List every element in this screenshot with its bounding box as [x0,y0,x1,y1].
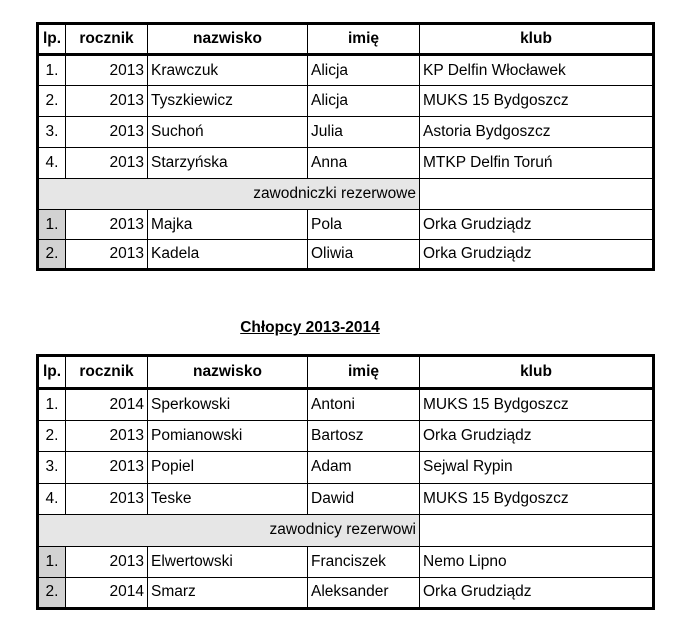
table-row [38,452,654,484]
table-row [38,240,654,270]
header-name: imię [308,24,420,55]
cell-name: Alicja [308,55,420,86]
header-lp: lp. [38,24,66,55]
cell-surname: Krawczuk [148,55,308,86]
cell-surname: Pomianowski [148,420,308,452]
cell-name: Adam [308,452,420,484]
cell-club: Sejwal Rypin [420,452,654,484]
cell-year: 2013 [66,240,148,270]
cell-club: Orka Grudziądz [420,240,654,270]
header-year: rocznik [66,24,148,55]
cell-lp: 2. [38,577,66,608]
header-surname: nazwisko [148,356,308,389]
reserve-header-row [38,179,654,210]
header-lp: lp. [38,356,66,389]
cell-surname: Starzyńska [148,148,308,179]
cell-name: Alicja [308,86,420,117]
cell-club: MUKS 15 Bydgoszcz [420,389,654,421]
header-name: imię [308,356,420,389]
cell-name: Dawid [308,483,420,515]
header-club: klub [420,356,654,389]
table-row [38,577,654,608]
cell-year: 2013 [66,117,148,148]
cell-lp: 1. [38,546,66,577]
header-year: rocznik [66,356,148,389]
cell-lp: 4. [38,148,66,179]
cell-surname: Suchoń [148,117,308,148]
cell-surname: Smarz [148,577,308,608]
cell-year: 2013 [66,546,148,577]
cell-surname: Sperkowski [148,389,308,421]
cell-club: Astoria Bydgoszcz [420,117,654,148]
cell-year: 2013 [66,420,148,452]
cell-year: 2013 [66,210,148,240]
table-row [38,389,654,421]
cell-name: Anna [308,148,420,179]
table-row [38,117,654,148]
cell-lp: 2. [38,240,66,270]
cell-club: Orka Grudziądz [420,420,654,452]
cell-year: 2013 [66,452,148,484]
cell-lp: 2. [38,420,66,452]
boys-section-title: Chłopcy 2013-2014 [240,319,380,336]
cell-year: 2014 [66,389,148,421]
cell-name: Franciszek [308,546,420,577]
cell-club: MUKS 15 Bydgoszcz [420,483,654,515]
cell-club: MUKS 15 Bydgoszcz [420,86,654,117]
cell-club: MTKP Delfin Toruń [420,148,654,179]
cell-lp: 2. [38,86,66,117]
reserve-label: zawodnicy rezerwowi [38,515,420,547]
cell-name: Aleksander [308,577,420,608]
cell-year: 2013 [66,55,148,86]
reserve-blank-cell [420,179,654,210]
cell-year: 2013 [66,483,148,515]
cell-surname: Majka [148,210,308,240]
cell-surname: Tyszkiewicz [148,86,308,117]
cell-year: 2013 [66,148,148,179]
reserve-blank-cell [420,515,654,547]
cell-lp: 1. [38,389,66,421]
cell-year: 2014 [66,577,148,608]
cell-name: Julia [308,117,420,148]
table-row [38,546,654,577]
cell-club: KP Delfin Włocławek [420,55,654,86]
cell-club: Orka Grudziądz [420,577,654,608]
cell-name: Pola [308,210,420,240]
table-row [38,55,654,86]
table-row [38,148,654,179]
cell-lp: 1. [38,55,66,86]
cell-surname: Popiel [148,452,308,484]
cell-year: 2013 [66,86,148,117]
table-row [38,210,654,240]
header-club: klub [420,24,654,55]
boys-roster-table [36,354,655,610]
header-row [38,356,654,389]
cell-lp: 1. [38,210,66,240]
cell-lp: 3. [38,452,66,484]
header-surname: nazwisko [148,24,308,55]
cell-surname: Kadela [148,240,308,270]
cell-club: Orka Grudziądz [420,210,654,240]
cell-name: Bartosz [308,420,420,452]
cell-name: Oliwia [308,240,420,270]
reserve-label: zawodniczki rezerwowe [38,179,420,210]
cell-surname: Teske [148,483,308,515]
cell-club: Nemo Lipno [420,546,654,577]
header-row [38,24,654,55]
reserve-header-row [38,515,654,547]
cell-lp: 4. [38,483,66,515]
table-row [38,420,654,452]
table-row [38,86,654,117]
cell-surname: Elwertowski [148,546,308,577]
cell-lp: 3. [38,117,66,148]
girls-roster-table [36,22,655,271]
cell-name: Antoni [308,389,420,421]
table-row [38,483,654,515]
